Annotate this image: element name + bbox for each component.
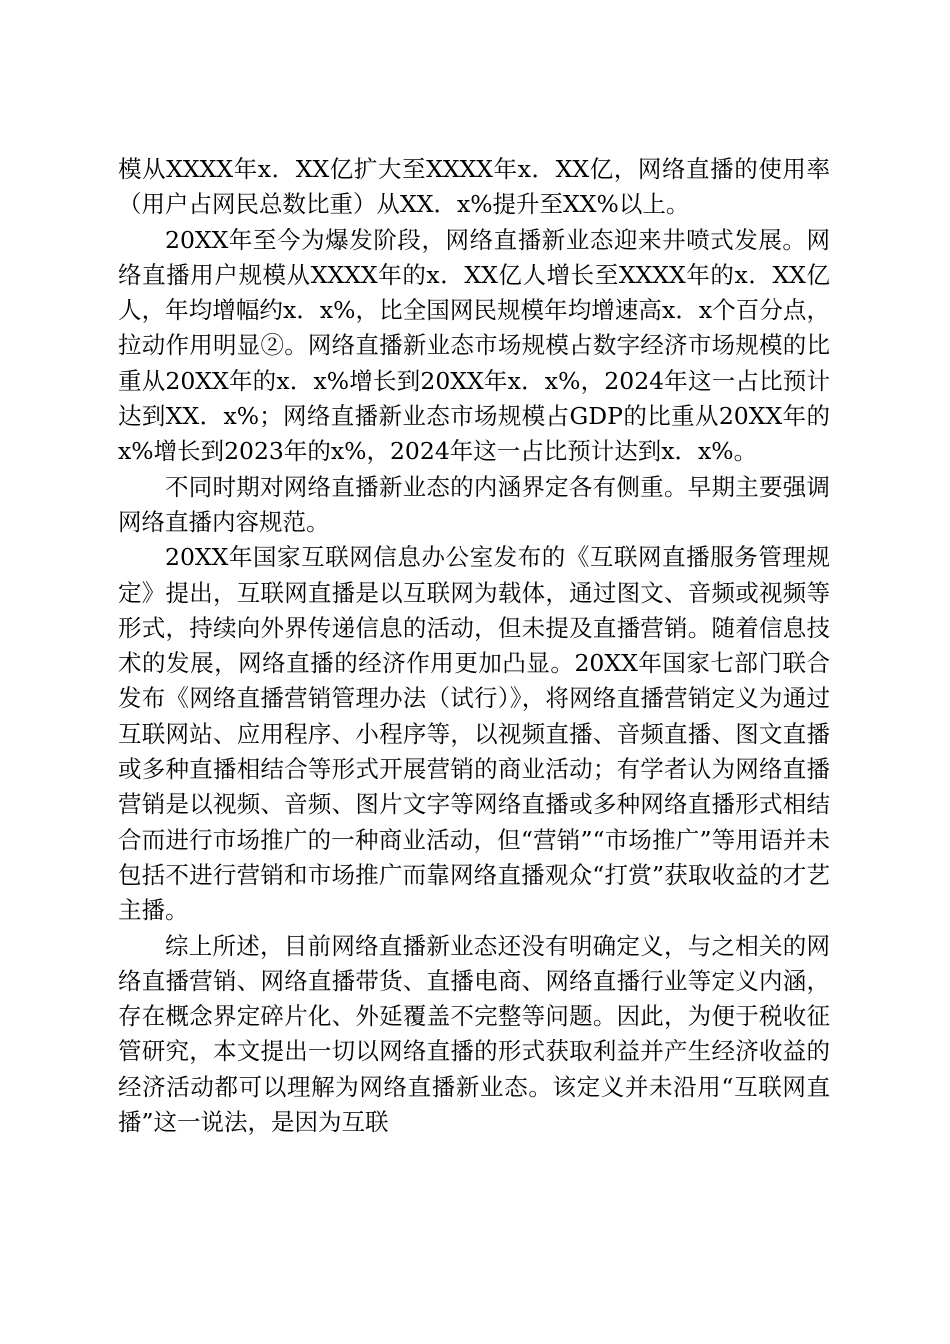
document-body [118,152,830,1140]
paragraph-continuation: 模从XXXX年x．XX亿扩大至XXXX年x．XX亿，网络直播的使用率（用户占网民总数比重）从XX．x%提升至XX%以上。 [118,155,830,219]
paragraph-summary: 综上所述，目前网络直播新业态还没有明确定义，与之相关的网络直播营销、网络直播带货、直播电商、网络直播行业等定义内涵，存在概念界定碎片化、外延覆盖不完整等问题。因此，为便于税收征管研究，本文提出一切以网络直播的形式获取利益并产生经济收益的经济活动都可以理解为网络直播新业态。该定义并未沿用“互联网直播”这一说法，是因为互联 [118,931,830,1137]
paragraph-definition-intro: 不同时期对网络直播新业态的内涵界定各有侧重。早期主要强调网络直播内容规范。 [118,472,830,536]
paragraph-regulations: 20XX年国家互联网信息办公室发布的《互联网直播服务管理规定》提出，互联网直播是以互联网为载体，通过图文、音频或视频等形式，持续向外界传递信息的活动，但未提及直播营销。随着信息技术的发展，网络直播的经济作用更加凸显。20XX年国家七部门联合发布《网络直播营销管理办法（试行）》，将网络直播营销定义为通过互联网站、应用程序、小程序等，以视频直播、音频直播、图文直播或多种直播相结合等形式开展营销的商业活动；有学者认为网络直播营销是以视频、音频、图片文字等网络直播或多种网络直播形式相结合而进行市场推广的一种商业活动，但“营销”“市场推广”等用语并未包括不进行营销和市场推广而靠网络直播观众“打赏”获取收益的才艺主播。 [118,543,830,925]
paragraph-explosive-stage: 20XX年至今为爆发阶段，网络直播新业态迎来井喷式发展。网络直播用户规模从XXXX年的x．XX亿人增长至XXXX年的x．XX亿人，年均增幅约x．x%，比全国网民规模年均增速高x．x个百分点，拉动作用明显②。网络直播新业态市场规模占数字经济市场规模的比重从20XX年的x．x%增长到20XX年x．x%，2024年这一占比预计达到XX．x%；网络直播新业态市场规模占GDP的比重从20XX年的x%增长到2023年的x%，2024年这一占比预计达到x．x%。 [118,225,830,466]
